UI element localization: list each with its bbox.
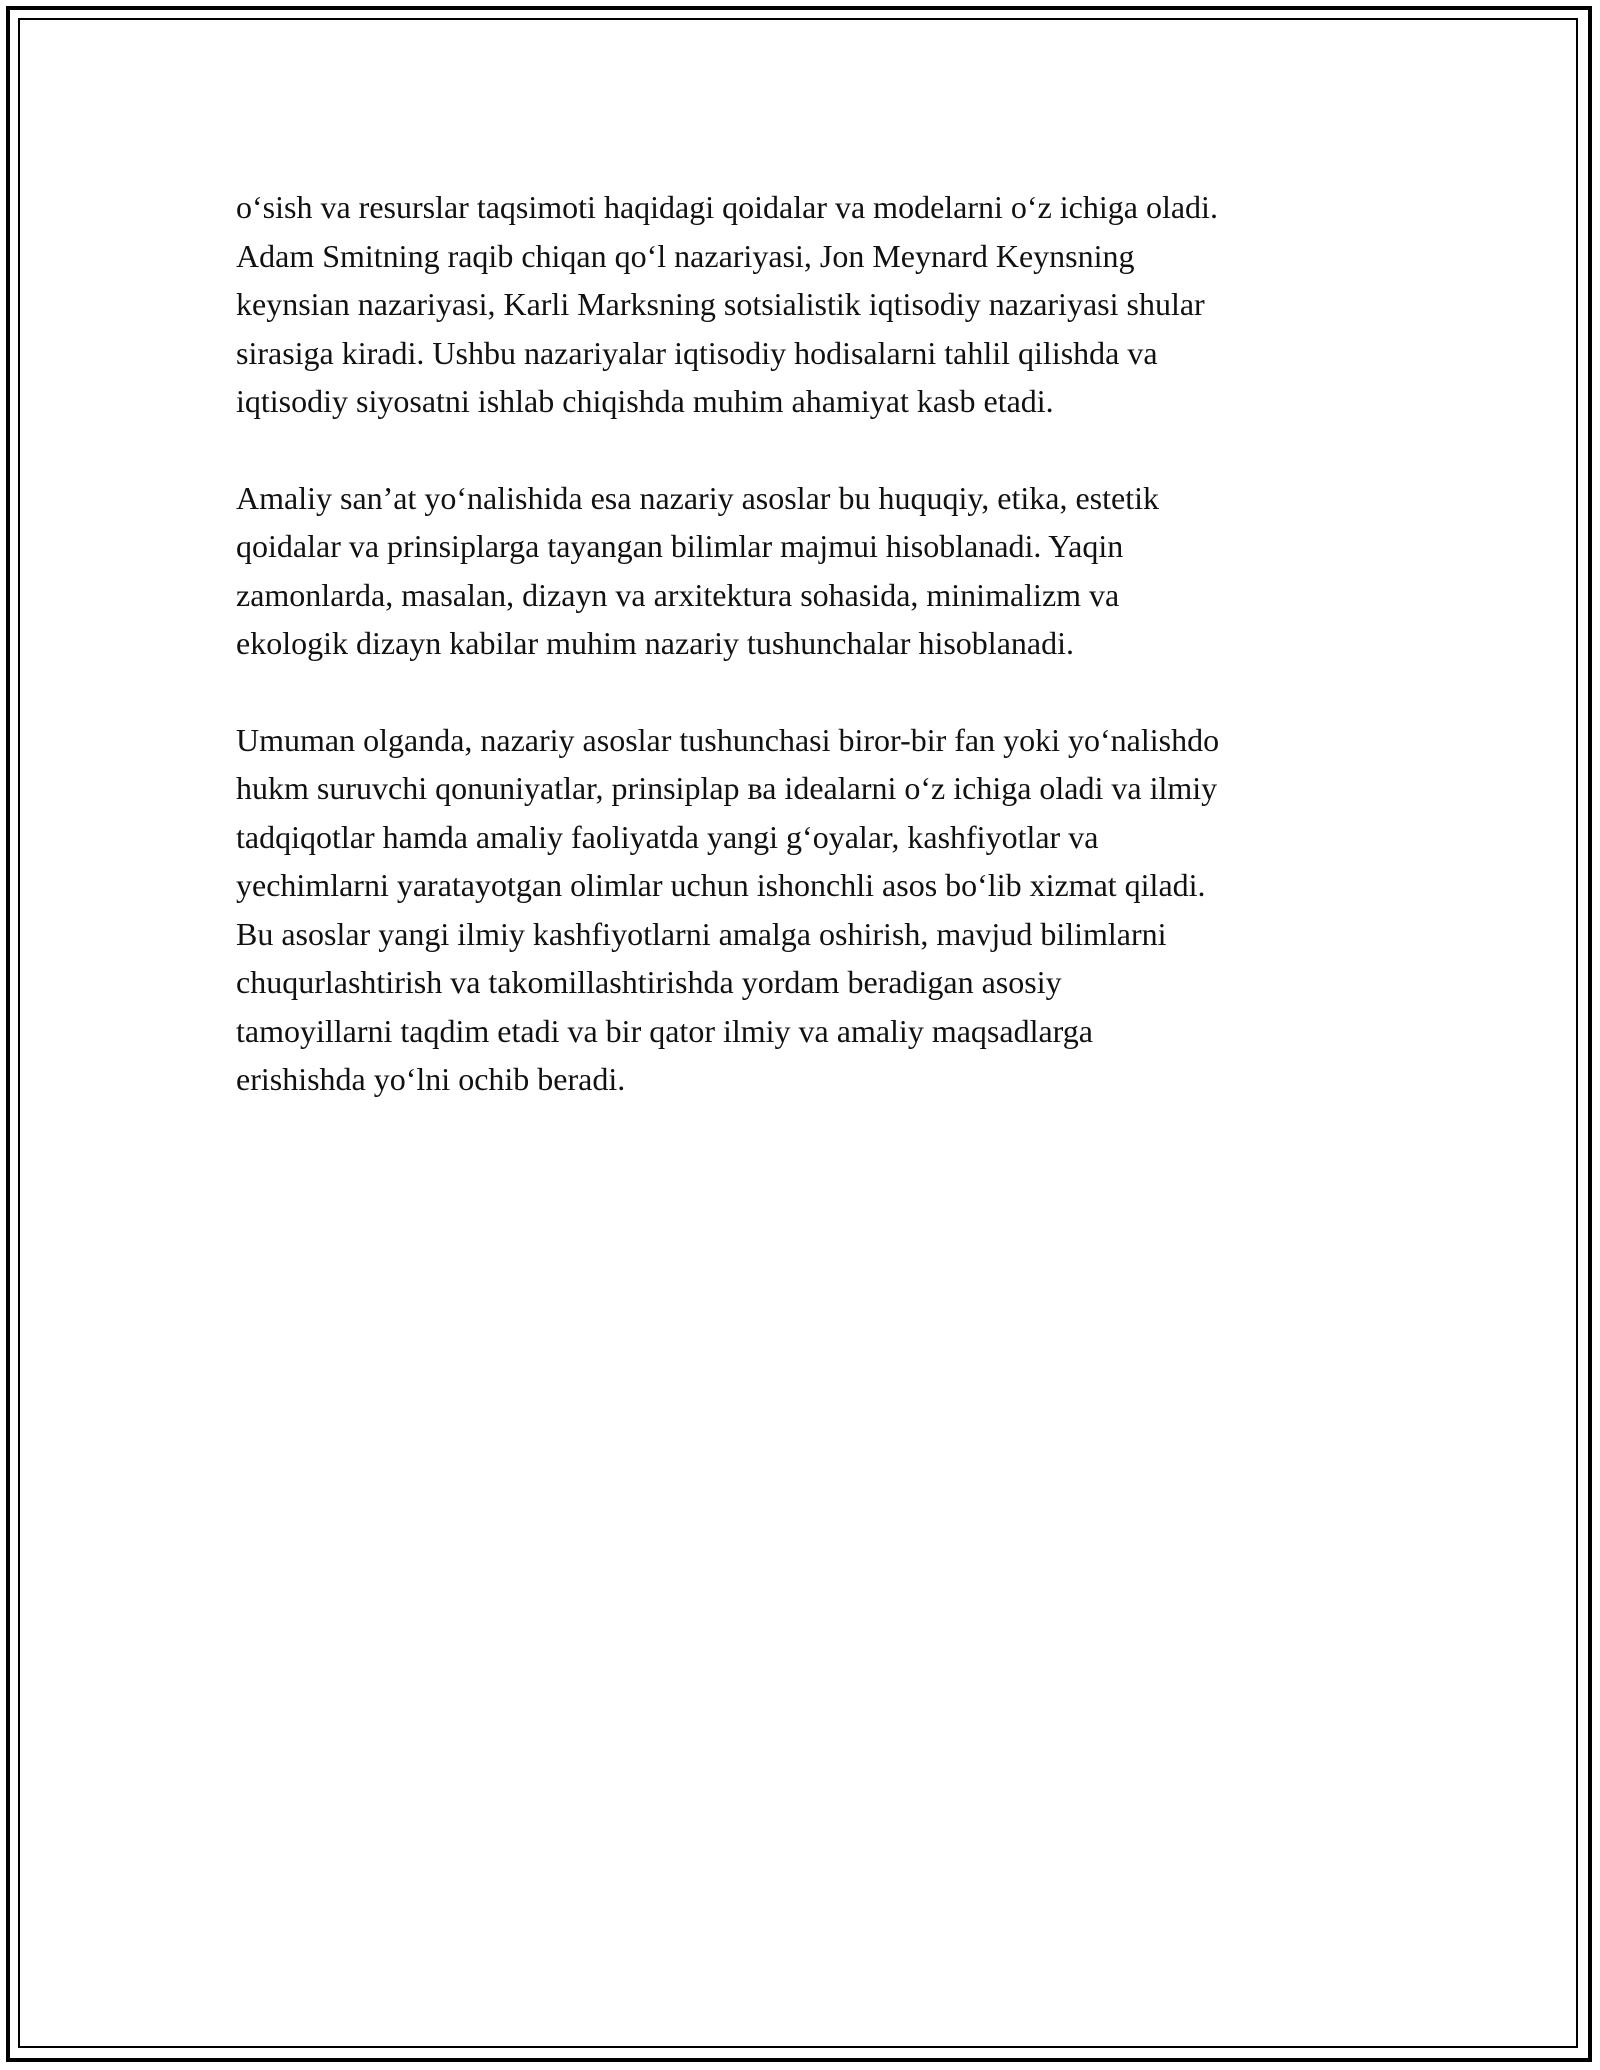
paragraph-economic-theories: o‘sish va resurslar taqsimoti haqidagi qoidalar va modelarni o‘z ichiga oladi. Adam Smitning raqib chiqan qo‘l nazariyasi, Jon Meynard Keynsning keynsian nazariyasi, Karli Marksning sotsialistik iqtisodiy nazariyasi shular sirasiga kiradi. Ushbu nazariyalar iqtisodiy hodisalarni tahlil qilishda va iqtisodiy siyosatni ishlab chiqishda muhim ahamiyat kasb etadi.	[236, 189, 1218, 419]
paragraph-conclusion: Umuman olganda, nazariy asoslar tushunchasi biror-bir fan yoki yo‘nalishdo hukm suruvchi qonuniyatlar, prinsiplap ва idealarni o‘z ichiga oladi va ilmiy tadqiqotlar hamda amaliy faoliyatda yangi g‘oyalar, kashfiyotlar va yechimlarni yaratayotgan olimlar uchun ishonchli asos bo‘lib xizmat qiladi. Bu asoslar yangi ilmiy kashfiyotlarni amalga oshirish, mavjud bilimlarni chuqurlashtirish va takomillashtirishda yordam beradigan asosiy tamoyillarni taqdim etadi va bir qator ilmiy va amaliy maqsadlarga erishishda yo‘lni ochib beradi.	[236, 721, 1220, 1097]
paragraph-applied-art: Amaliy san’at yo‘nalishida esa nazariy asoslar bu huquqiy, etika, estetik qoidalar va prinsiplarga tayangan bilimlar majmui hisoblanadi. Yaqin zamonlarda, masalan, dizayn va arxitektura sohasida, minimalizm va ekologik dizayn kabilar muhim nazariy tushunchalar hisoblanadi.	[236, 479, 1159, 661]
document-body	[236, 183, 1376, 1152]
